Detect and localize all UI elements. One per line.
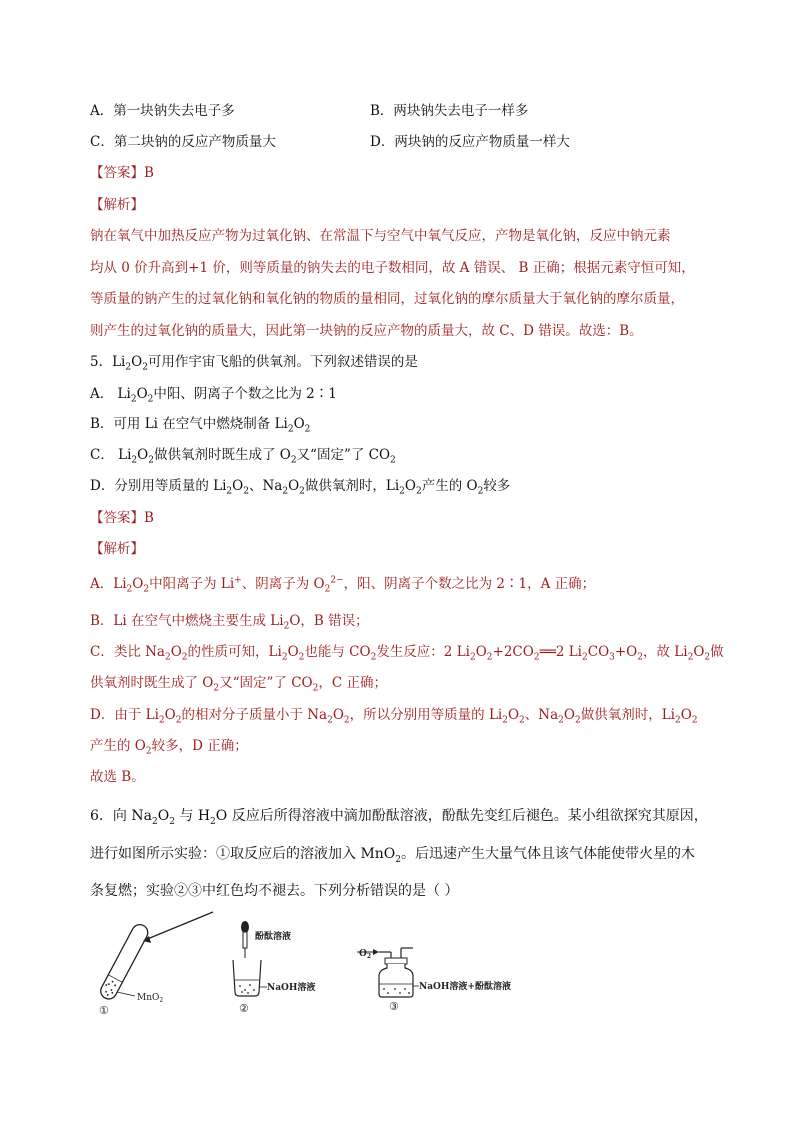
- exp-2-number: ②: [239, 1002, 249, 1015]
- q5-analysis-title: 【解析】: [90, 541, 144, 557]
- q4-option-a: A．第一块钠失去电子多: [90, 103, 235, 119]
- q4-analysis-title: 【解析】: [90, 197, 144, 213]
- q4-analysis-line-2: 均从 0 价升高到+1 价，则等质量的钠失去的电子数相同，故 A 错误、 B 正确；根据元素守恒可知，: [90, 260, 695, 276]
- q5-analysis-c-line-2: 供氧剂时既生成了 $O_2$又“固定”了 $CO_2$，C 正确；: [90, 675, 387, 694]
- q4-answer: 【答案】B: [90, 165, 154, 181]
- q5-stem: 5．$Li_2O_2$可用作宇宙飞船的供氧剂。下列叙述错误的是: [90, 354, 418, 373]
- q4-option-d: D．两块钠的反应产物质量一样大: [370, 134, 570, 150]
- q4-analysis-line-1: 钠在氧气中加热反应产物为过氧化钠、在常温下与空气中氧气反应，产物是氧化钠，反应中钠元素: [90, 228, 671, 244]
- q5-analysis-a: A．$Li_2O_2$中阳离子为 Li+、阴离子为 $O_2^{2-}$，阳、阴离子个数之比为 2∶1，A 正确；: [90, 575, 596, 595]
- beaker-apparatus: [233, 921, 315, 1015]
- experiment-figure: [95, 910, 555, 1020]
- naoh-label: NaOH溶液: [267, 983, 316, 993]
- q4-option-b: B．两块钠失去电子一样多: [370, 103, 529, 119]
- q5-option-b: B．可用 Li 在空气中燃烧制备 $Li_2O_2$: [90, 416, 311, 435]
- gas-bottle-apparatus: [357, 948, 511, 1013]
- exp-3-number: ③: [389, 1000, 399, 1013]
- q5-analysis-d-line-1: D．由于 $Li_2O_2$的相对分子质量小于 $Na_2O_2$，所以分别用等质量的 $Li_2O_2$、$Na_2O_2$做供氧剂时，$Li_2O_2$: [90, 707, 698, 726]
- bottle-label: NaOH溶液+酚酞溶液: [419, 982, 511, 992]
- q4-analysis-line-3: 等质量的钠产生的过氧化钠和氧化钠的物质的量相同，过氧化钠的摩尔质量大于氧化钠的摩尔质量，: [90, 291, 684, 307]
- q5-option-a: A． $Li_2O_2$中阳、阴离子个数之比为 2∶1: [90, 386, 337, 405]
- q4-analysis-line-4: 则产生的过氧化钠的质量大，因此第一块钠的反应产物的质量大，故 C、D 错误。故选：B。: [90, 323, 643, 339]
- q5-option-c: C． $Li_2O_2$做供氧剂时既生成了 $O_2$又“固定”了 $CO_2$: [90, 447, 396, 466]
- q5-analysis-c-line-1: C．类比 $Na_2O_2$的性质可知，$Li_2O_2$也能与 $CO_2$发生反应：2 $Li_2O_2+2CO_2══2$ $Li_2CO_3+O_2$，故 $Li_2O_2$做: [90, 644, 724, 663]
- q4-option-c: C．第二块钠的反应产物质量大: [90, 134, 276, 150]
- mno2-label: MnO$_2$: [137, 993, 164, 1004]
- q5-answer: 【答案】B: [90, 510, 154, 526]
- q5-conclusion: 故选 B。: [90, 769, 145, 785]
- q6-stem-line-3: 条复燃；实验②③中红色均不褪去。下列分析错误的是（ ）: [90, 883, 459, 899]
- q5-option-d: D．分别用等质量的 $Li_2O_2$、$Na_2O_2$做供氧剂时，$Li_2O_2$产生的 $O_2$较多: [90, 478, 511, 497]
- q6-stem-line-1: 6．向 $Na_2O_2$ 与 $H_2O$ 反应后所得溶液中滴加酚酞溶液，酚酞先变红后褪色。某小组欲探究其原因，: [90, 808, 708, 827]
- exp-1-number: ①: [99, 1004, 109, 1017]
- q5-analysis-d-line-2: 产生的 $O_2$较多，D 正确；: [90, 738, 248, 757]
- o2-label: $O_2$: [359, 949, 372, 960]
- q6-stem-line-2: 进行如图所示实验：①取反应后的溶液加入 MnO$_2$。后迅速产生大量气体且该气体能使带火星的木: [90, 846, 696, 865]
- phenolphthalein-label: 酚酞溶液: [255, 932, 292, 942]
- test-tube-apparatus: [98, 912, 213, 1017]
- q5-analysis-b: B．Li 在空气中燃烧主要生成 $Li_2O$，B 错误；: [90, 613, 369, 632]
